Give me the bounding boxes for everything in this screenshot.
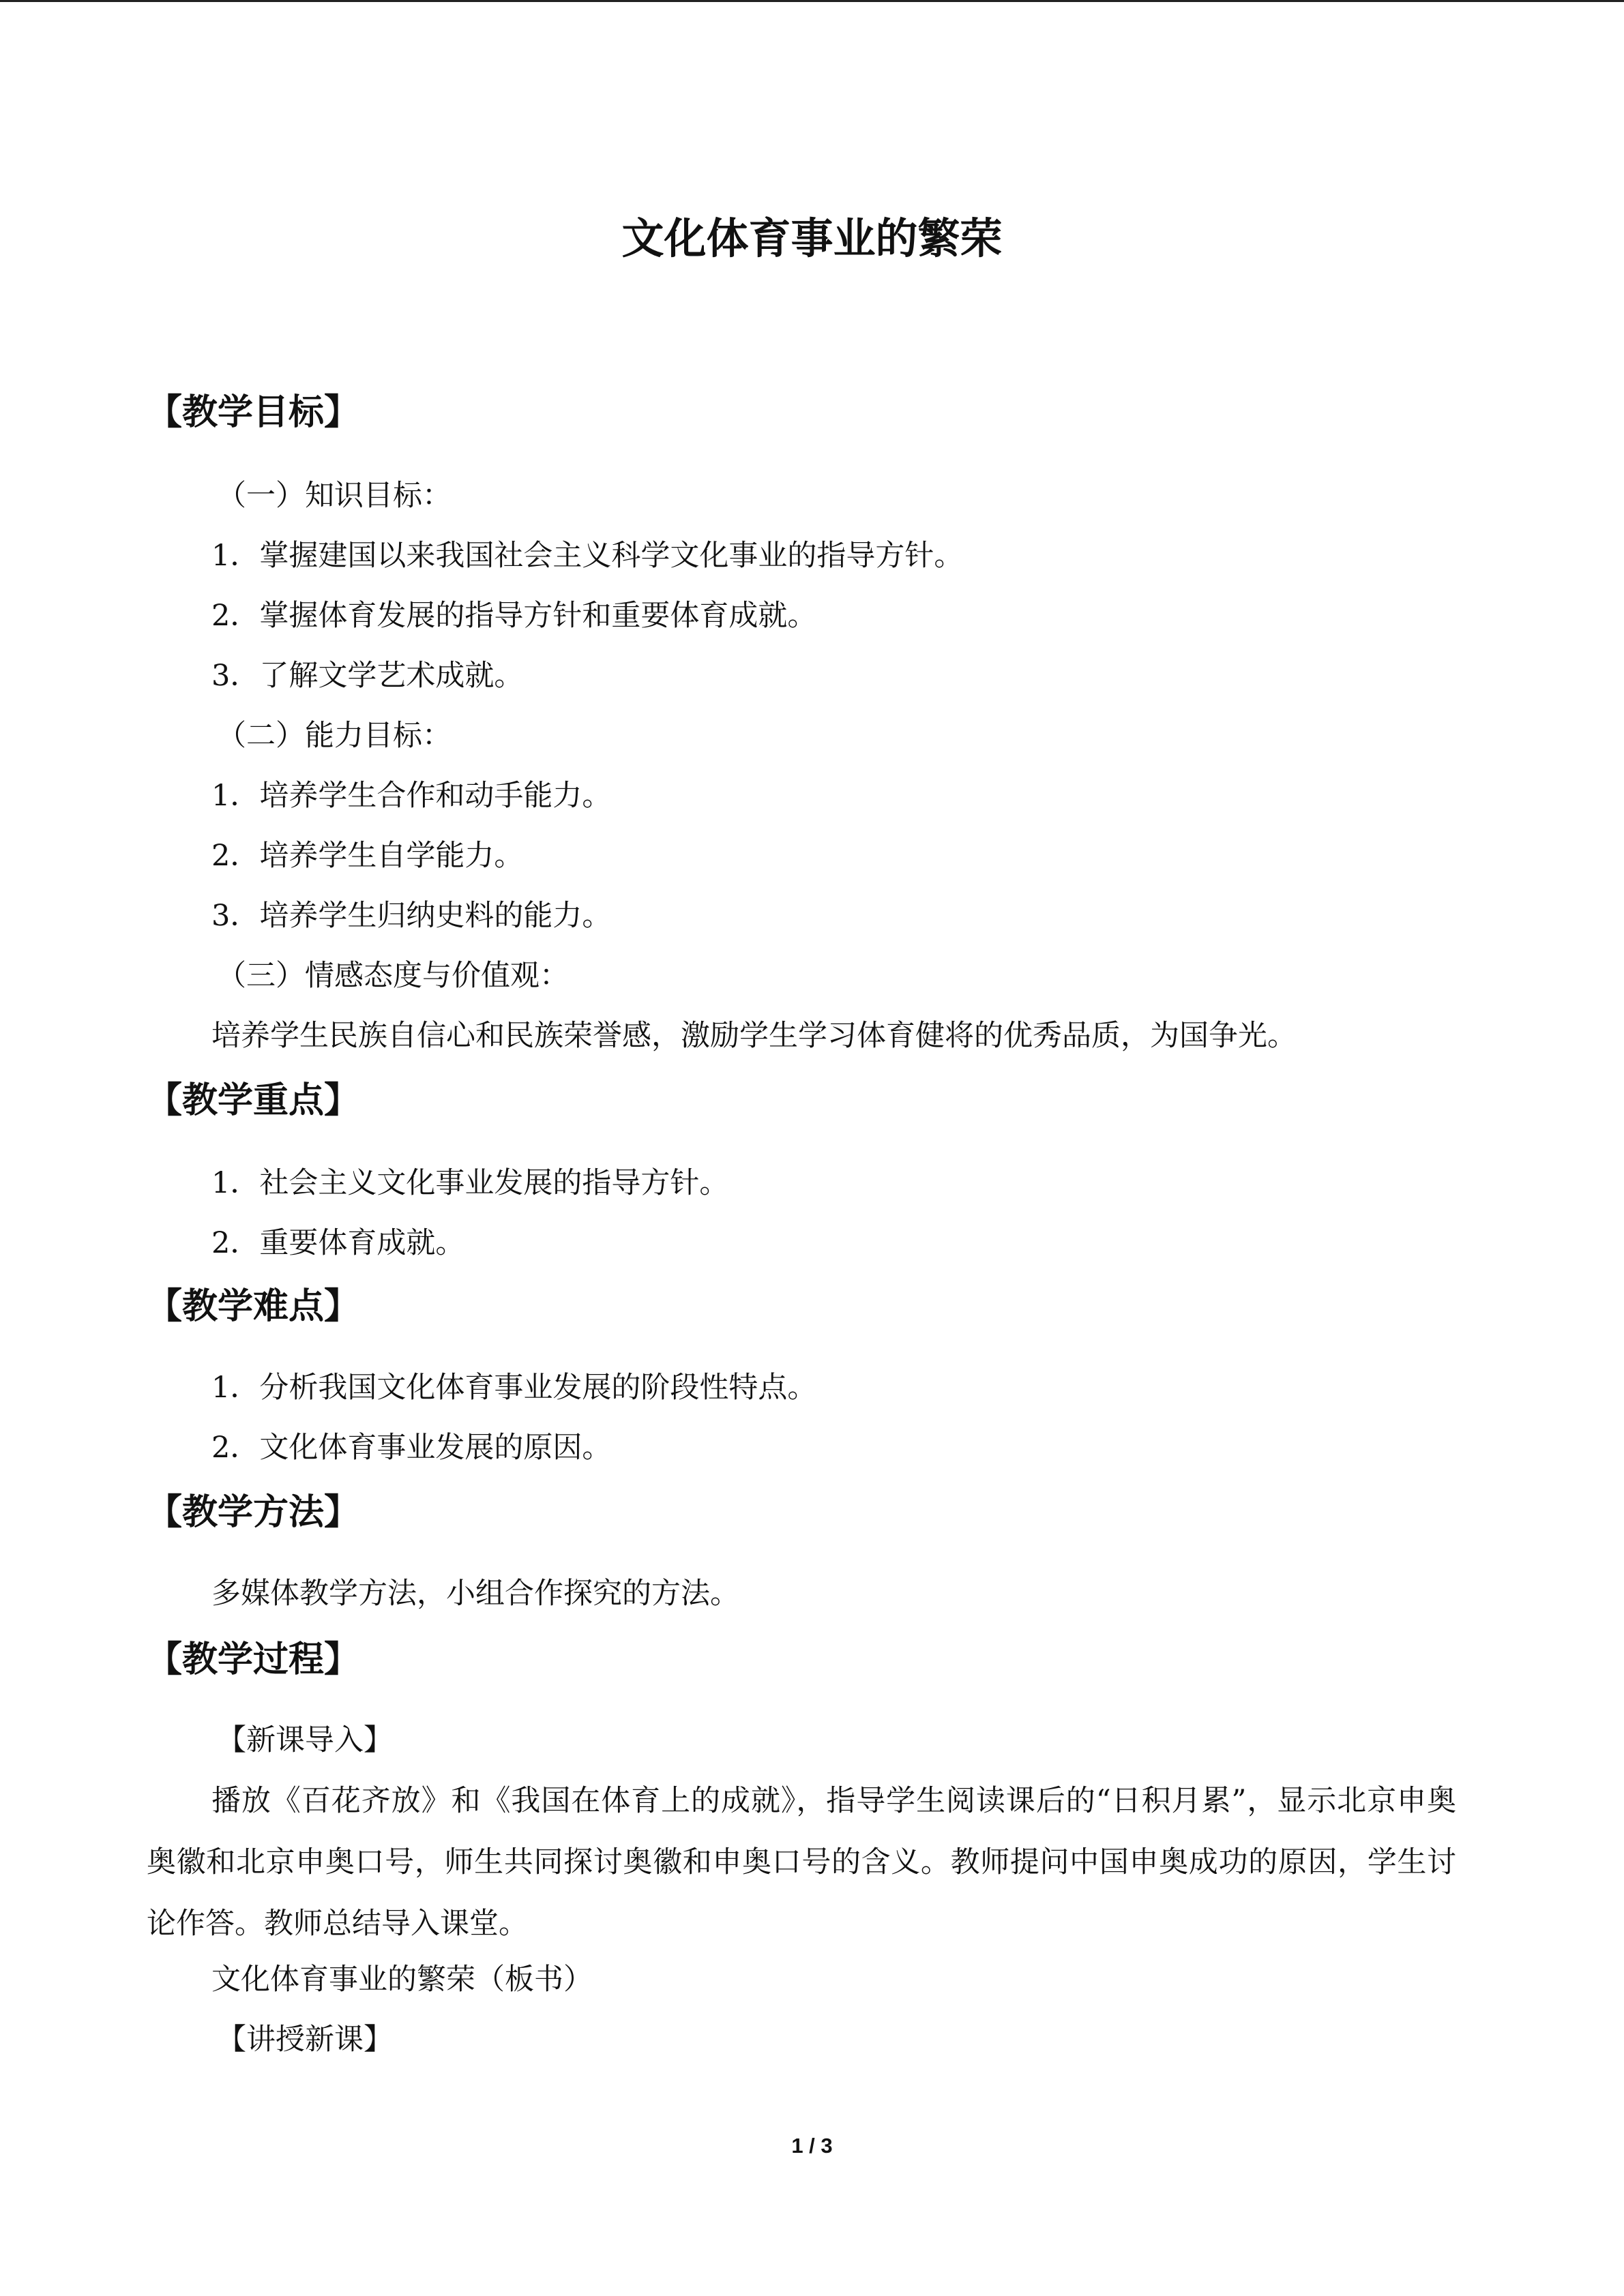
intro-label: 【新课导入】 (217, 1723, 393, 1757)
heading-key-points: 【教学重点】 (147, 1080, 360, 1121)
knowledge-objective-item: 1．掌握建国以来我国社会主义科学文化事业的指导方针。 (211, 539, 964, 573)
methods-text: 多媒体教学方法，小组合作探究的方法。 (211, 1577, 739, 1611)
heading-process: 【教学过程】 (147, 1639, 360, 1680)
page-top-border (0, 0, 1624, 2)
new-lesson-label: 【讲授新课】 (217, 2023, 393, 2057)
ability-objective-item: 3．培养学生归纳史料的能力。 (211, 899, 612, 933)
emotion-objectives-label: （三）情感态度与价值观： (217, 959, 569, 993)
knowledge-objective-item: 2．掌握体育发展的指导方针和重要体育成就。 (211, 599, 817, 633)
board-title: 文化体育事业的繁荣（板书） (211, 1963, 593, 1997)
ability-objective-item: 1．培养学生合作和动手能力。 (211, 779, 612, 813)
knowledge-objectives-label: （一）知识目标： (217, 479, 452, 513)
document-title: 文化体育事业的繁荣 (621, 213, 1003, 263)
ability-objectives-label: （二）能力目标： (217, 719, 452, 753)
heading-difficulties: 【教学难点】 (147, 1286, 360, 1327)
knowledge-objective-item: 3．了解文学艺术成就。 (211, 659, 524, 693)
difficulty-item: 1．分析我国文化体育事业发展的阶段性特点。 (211, 1371, 817, 1405)
difficulty-item: 2．文化体育事业发展的原因。 (211, 1431, 612, 1465)
ability-objective-item: 2．培养学生自学能力。 (211, 839, 524, 873)
key-point-item: 1．社会主义文化事业发展的指导方针。 (211, 1166, 729, 1200)
heading-methods: 【教学方法】 (147, 1492, 360, 1533)
key-point-item: 2．重要体育成就。 (211, 1226, 465, 1260)
intro-paragraph: 播放《百花齐放》和《我国在体育上的成就》，指导学生阅读课后的“日积月累”，显示北京申奥奥徽和北京申奥口号，师生共同探讨奥徽和申奥口号的含义。教师提问中国申奥成功的原因，学生讨论作答。教师总结导入课堂。 (147, 1784, 1456, 1941)
page-number: 1 / 3 (791, 2134, 833, 2158)
emotion-objective-text: 培养学生民族自信心和民族荣誉感，激励学生学习体育健将的优秀品质，为国争光。 (211, 1019, 1297, 1053)
heading-teaching-objectives: 【教学目标】 (147, 392, 360, 433)
